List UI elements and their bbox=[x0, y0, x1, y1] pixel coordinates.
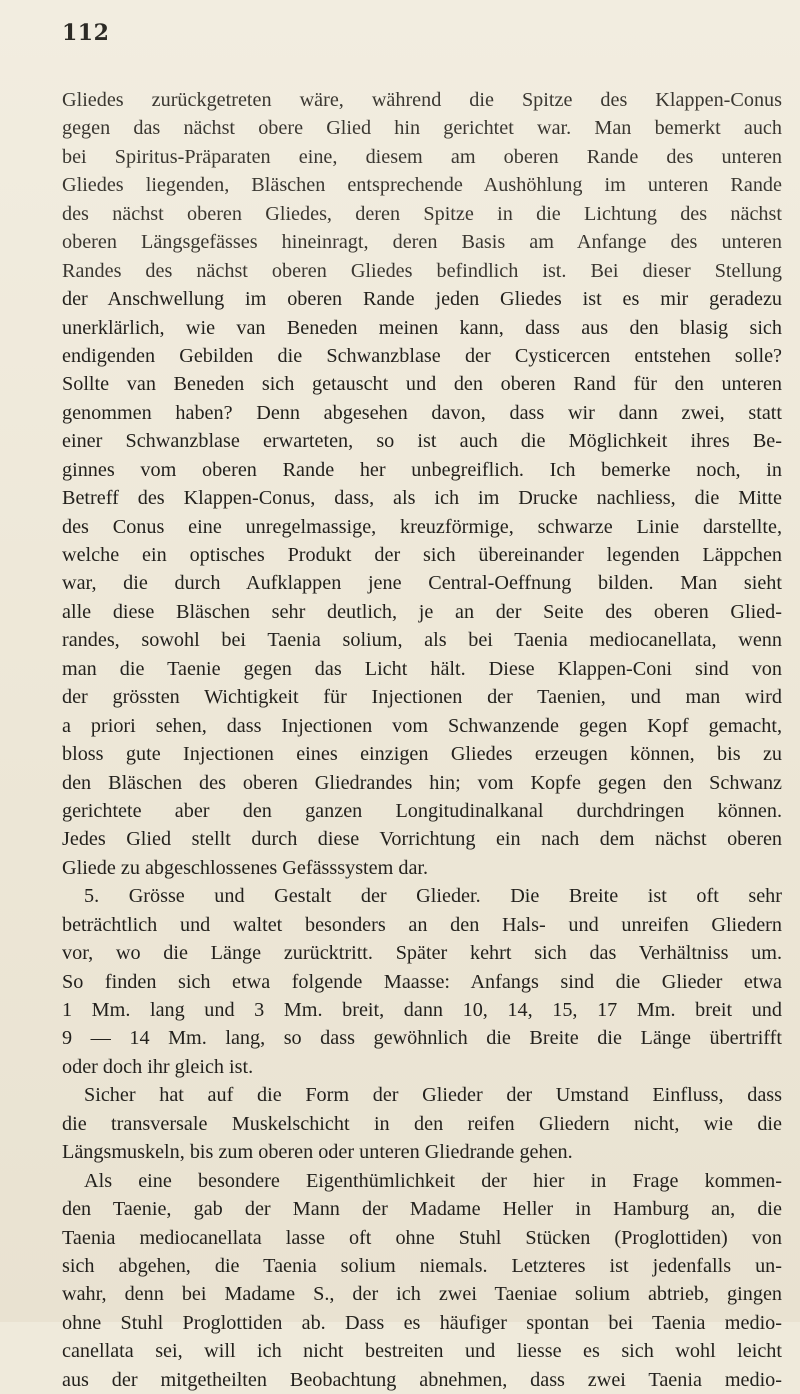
text-line: Längsmuskeln, bis zum oberen oder unteren Gliedrande gehen. bbox=[62, 1141, 573, 1164]
paragraph-proglottids bbox=[62, 1167, 782, 1394]
text-line: Als eine besondere Eigenthümlichkeit der hier in Frage kommen- bbox=[84, 1169, 782, 1192]
text-line: genommen haben? Denn abgesehen davon, dass wir dann zwei, statt bbox=[62, 401, 782, 424]
text-line: des Conus eine unregelmassige, kreuzförmige, schwarze Linie darstellte, bbox=[62, 515, 782, 538]
text-line: welche ein optisches Produkt der sich übereinander legenden Läppchen bbox=[62, 544, 782, 566]
text-line: ginnes vom oberen Rande her unbegreiflich. Ich bemerke noch, in bbox=[62, 458, 782, 481]
text-line: man die Taenie gegen das Licht hält. Diese Klappen-Coni sind von bbox=[62, 657, 782, 680]
text-line: einer Schwanzblase erwarteten, so ist auch die Möglichkeit ihres Be- bbox=[62, 430, 782, 453]
text-line: bei Spiritus-Präparaten eine, diesem am oberen Rande des unteren bbox=[62, 145, 782, 168]
text-line: den Bläschen des oberen Gliedrandes hin; vom Kopfe gegen den Schwanz bbox=[62, 771, 782, 794]
text-line: alle diese Bläschen sehr deutlich, je an der Seite des oberen Glied- bbox=[62, 600, 782, 623]
text-line: der Anschwellung im oberen Rande jeden Gliedes ist es mir geradezu bbox=[62, 288, 782, 311]
text-line: 1 Mm. lang und 3 Mm. breit, dann 10, 14, 15, 17 Mm. breit und bbox=[62, 999, 782, 1021]
text-line: 9 — 14 Mm. lang, so dass gewöhnlich die Breite die Länge übertrifft bbox=[62, 1027, 782, 1050]
text-line: Gliede zu abgeschlossenes Gefässsystem dar. bbox=[62, 856, 429, 879]
text-line: Sollte van Beneden sich getauscht und den oberen Rand für den unteren bbox=[62, 373, 782, 396]
paragraph-continuation bbox=[62, 86, 782, 882]
text-line: sich abgehen, die Taenia solium niemals. Letzteres ist jedenfalls un- bbox=[62, 1254, 782, 1277]
text-line: So finden sich etwa folgende Maasse: Anfangs sind die Glieder etwa bbox=[62, 970, 782, 993]
text-line: unerklärlich, wie van Beneden meinen kann, dass aus den blasig sich bbox=[62, 316, 782, 339]
text-line: den Taenie, gab der Mann der Madame Heller in Hamburg an, die bbox=[62, 1198, 782, 1221]
text-line: des nächst oberen Gliedes, deren Spitze in die Lichtung des nächst bbox=[62, 202, 782, 225]
text-line: a priori sehen, dass Injectionen vom Schwanzende gegen Kopf gemacht, bbox=[62, 714, 782, 737]
section-heading-line: 5. Grösse und Gestalt der Glieder. Die Breite ist oft sehr bbox=[84, 885, 782, 908]
page-number: 112 bbox=[62, 20, 110, 46]
text-line: randes, sowohl bei Taenia solium, als bei Taenia mediocanellata, wenn bbox=[62, 629, 782, 652]
text-line: gegen das nächst obere Glied hin gerichtet war. Man bemerkt auch bbox=[62, 117, 782, 140]
text-line: Jedes Glied stellt durch diese Vorrichtung ein nach dem nächst oberen bbox=[62, 828, 782, 851]
text-line: ohne Stuhl Proglottiden ab. Dass es häufiger spontan bei Taenia medio- bbox=[62, 1311, 782, 1334]
text-line: gerichtete aber den ganzen Longitudinalkanal durchdringen können. bbox=[62, 799, 782, 822]
text-line: bloss gute Injectionen eines einzigen Gliedes erzeugen können, bis zu bbox=[62, 743, 782, 766]
text-line: Betreff des Klappen-Conus, dass, als ich im Drucke nachliess, die Mitte bbox=[62, 487, 782, 510]
text-line: oder doch ihr gleich ist. bbox=[62, 1055, 254, 1078]
text-line: Gliedes liegenden, Bläschen entsprechende Aushöhlung im unteren Rande bbox=[62, 174, 782, 197]
text-line: die transversale Muskelschicht in den reifen Gliedern nicht, wie die bbox=[62, 1112, 782, 1135]
text-line: war, die durch Aufklappen jene Central-Oeffnung bilden. Man sieht bbox=[62, 572, 782, 595]
text-line: aus der mitgetheilten Beobachtung abnehmen, dass zwei Taenia medio- bbox=[62, 1368, 782, 1391]
paragraph-form-influence bbox=[62, 1081, 782, 1166]
text-line: wahr, denn bei Madame S., der ich zwei Taeniae solium abtrieb, gingen bbox=[62, 1283, 782, 1306]
text-line: Randes des nächst oberen Gliedes befindlich ist. Bei dieser Stellung bbox=[62, 259, 782, 282]
text-line: Taenia mediocanellata lasse oft ohne Stuhl Stücken (Proglottiden) von bbox=[62, 1226, 782, 1249]
text-line: vor, wo die Länge zurücktritt. Später kehrt sich das Verhältniss um. bbox=[62, 942, 782, 965]
paragraph-section-5 bbox=[62, 882, 782, 1081]
text-line: Gliedes zurückgetreten wäre, während die Spitze des Klappen-Conus bbox=[62, 89, 782, 111]
text-line: endigenden Gebilden die Schwanzblase der Cysticercen entstehen solle? bbox=[62, 344, 782, 367]
text-line: beträchtlich und waltet besonders an den Hals- und unreifen Gliedern bbox=[62, 913, 782, 936]
body-text bbox=[62, 86, 782, 1394]
text-line: canellata sei, will ich nicht bestreiten und liesse es sich wohl leicht bbox=[62, 1340, 782, 1363]
text-line: Sicher hat auf die Form der Glieder der Umstand Einfluss, dass bbox=[84, 1084, 782, 1107]
text-line: oberen Längsgefässes hineinragt, deren Basis am Anfange des unteren bbox=[62, 231, 782, 254]
text-line: der grössten Wichtigkeit für Injectionen der Taenien, und man wird bbox=[62, 686, 782, 709]
